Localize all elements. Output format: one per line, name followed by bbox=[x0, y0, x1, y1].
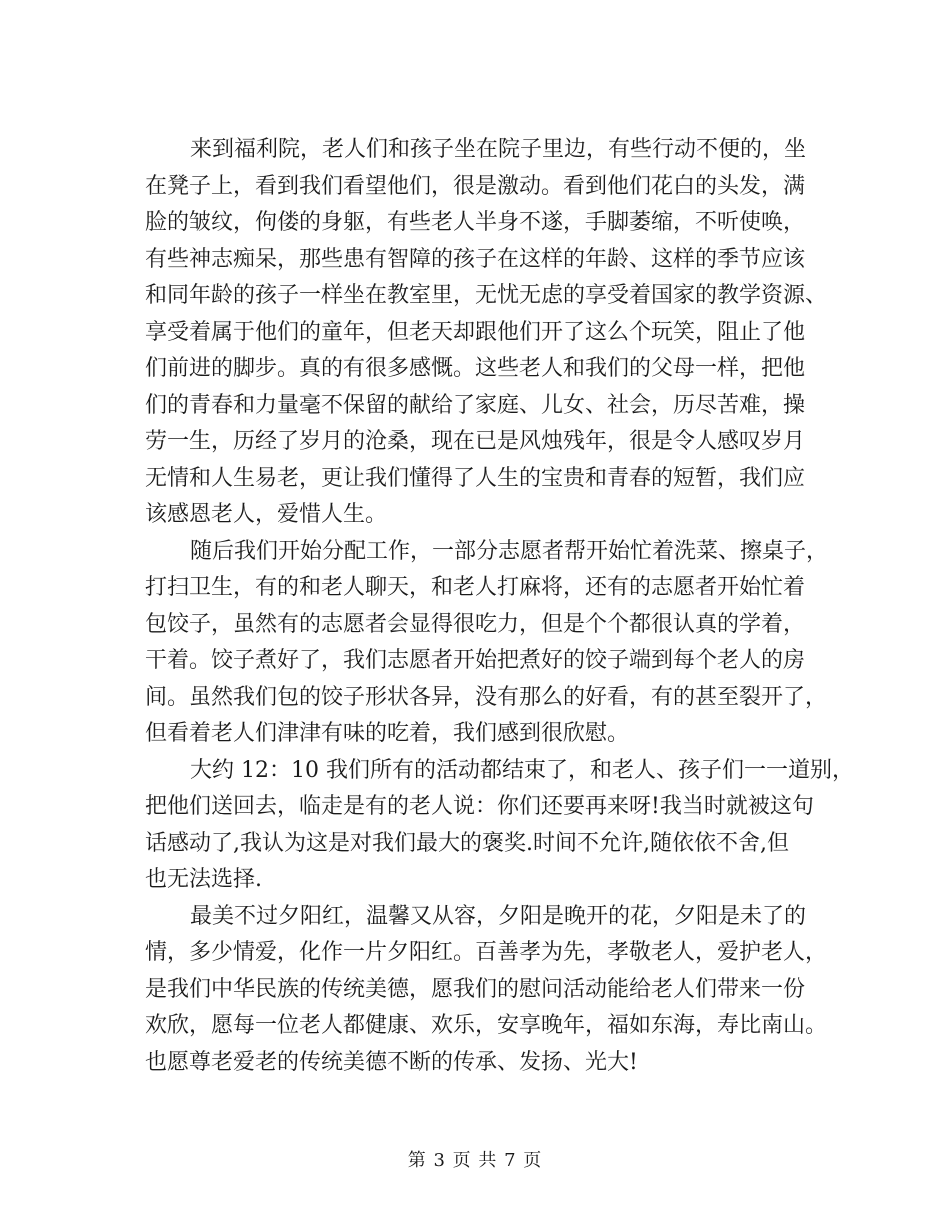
text-line: 也无法选择. bbox=[145, 867, 262, 892]
text-line: 无情和人生易老，更让我们懂得了人生的宝贵和青春的短暂，我们应 bbox=[145, 465, 806, 491]
text-line: 该感恩老人，爱惜人生。 bbox=[145, 502, 388, 527]
text-line: 劳一生，历经了岁月的沧桑，现在已是风烛残年，很是令人感叹岁月 bbox=[145, 429, 806, 454]
text-line: 享受着属于他们的童年，但老天却跟他们开了这么个玩笑，阻止了他 bbox=[145, 319, 806, 345]
text-line: 但看着老人们津津有味的吃着，我们感到很欣慰。 bbox=[145, 721, 630, 746]
text-line: 干着。饺子煮好了，我们志愿者开始把煮好的饺子端到每个老人的房 bbox=[145, 648, 806, 673]
text-line: 包饺子，虽然有的志愿者会显得很吃力，但是个个都很认真的学着， bbox=[145, 611, 806, 637]
text-line: 随后我们开始分配工作，一部分志愿者帮开始忙着洗菜、擦桌子， bbox=[190, 538, 829, 564]
text-line: 在凳子上，看到我们看望他们，很是激动。看到他们花白的头发，满 bbox=[145, 173, 806, 199]
paragraph-1 bbox=[145, 132, 828, 534]
text-line: 大约 12：10 我们所有的活动都结束了，和老人、孩子们一一道别， bbox=[190, 757, 854, 783]
text-line: 们前进的脚步。真的有很多感慨。这些老人和我们的父母一样，把他 bbox=[145, 356, 806, 381]
text-line: 和同年龄的孩子一样坐在教室里，无忧无虑的享受着国家的教学资源、 bbox=[145, 283, 828, 308]
text-line: 最美不过夕阳红，温馨又从容，夕阳是晚开的花，夕阳是未了的 bbox=[190, 903, 807, 929]
text-line: 有些神志痴呆，那些患有智障的孩子在这样的年龄、这样的季节应该 bbox=[145, 246, 806, 272]
paragraph-3 bbox=[145, 753, 854, 899]
text-line: 欢欣，愿每一位老人都健康、欢乐，安享晚年，福如东海，寿比南山。 bbox=[145, 1013, 828, 1038]
text-line: 间。虽然我们包的饺子形状各异，没有那么的好看，有的甚至裂开了， bbox=[145, 684, 828, 710]
text-line: 们的青春和力量毫不保留的献给了家庭、儿女、社会，历尽苦难，操 bbox=[145, 392, 806, 418]
text-line: 把他们送回去，临走是有的老人说：你们还要再来呀!我当时就被这句 bbox=[145, 794, 814, 819]
text-line: 脸的皱纹，佝偻的身躯，有些老人半身不遂，手脚萎缩，不听使唤， bbox=[145, 210, 806, 235]
text-line: 也愿尊老爱老的传统美德不断的传承、发扬、光大! bbox=[145, 1049, 638, 1075]
document-body bbox=[145, 132, 854, 1081]
text-line: 来到福利院，老人们和孩子坐在院子里边，有些行动不便的，坐 bbox=[190, 137, 807, 162]
text-line: 话感动了,我认为这是对我们最大的褒奖.时间不允许,随依依不舍,但 bbox=[145, 830, 789, 856]
paragraph-4 bbox=[145, 899, 828, 1082]
text-line: 情，多少情爱，化作一片夕阳红。百善孝为先，孝敬老人，爱护老人， bbox=[145, 940, 828, 965]
text-line: 打扫卫生，有的和老人聊天，和老人打麻将，还有的志愿者开始忙着 bbox=[145, 575, 806, 600]
text-line: 是我们中华民族的传统美德，愿我们的慰问活动能给老人们带来一份 bbox=[145, 976, 806, 1002]
page-number-footer: 第 3 页 共 7 页 bbox=[407, 1150, 543, 1171]
paragraph-2 bbox=[145, 534, 829, 753]
